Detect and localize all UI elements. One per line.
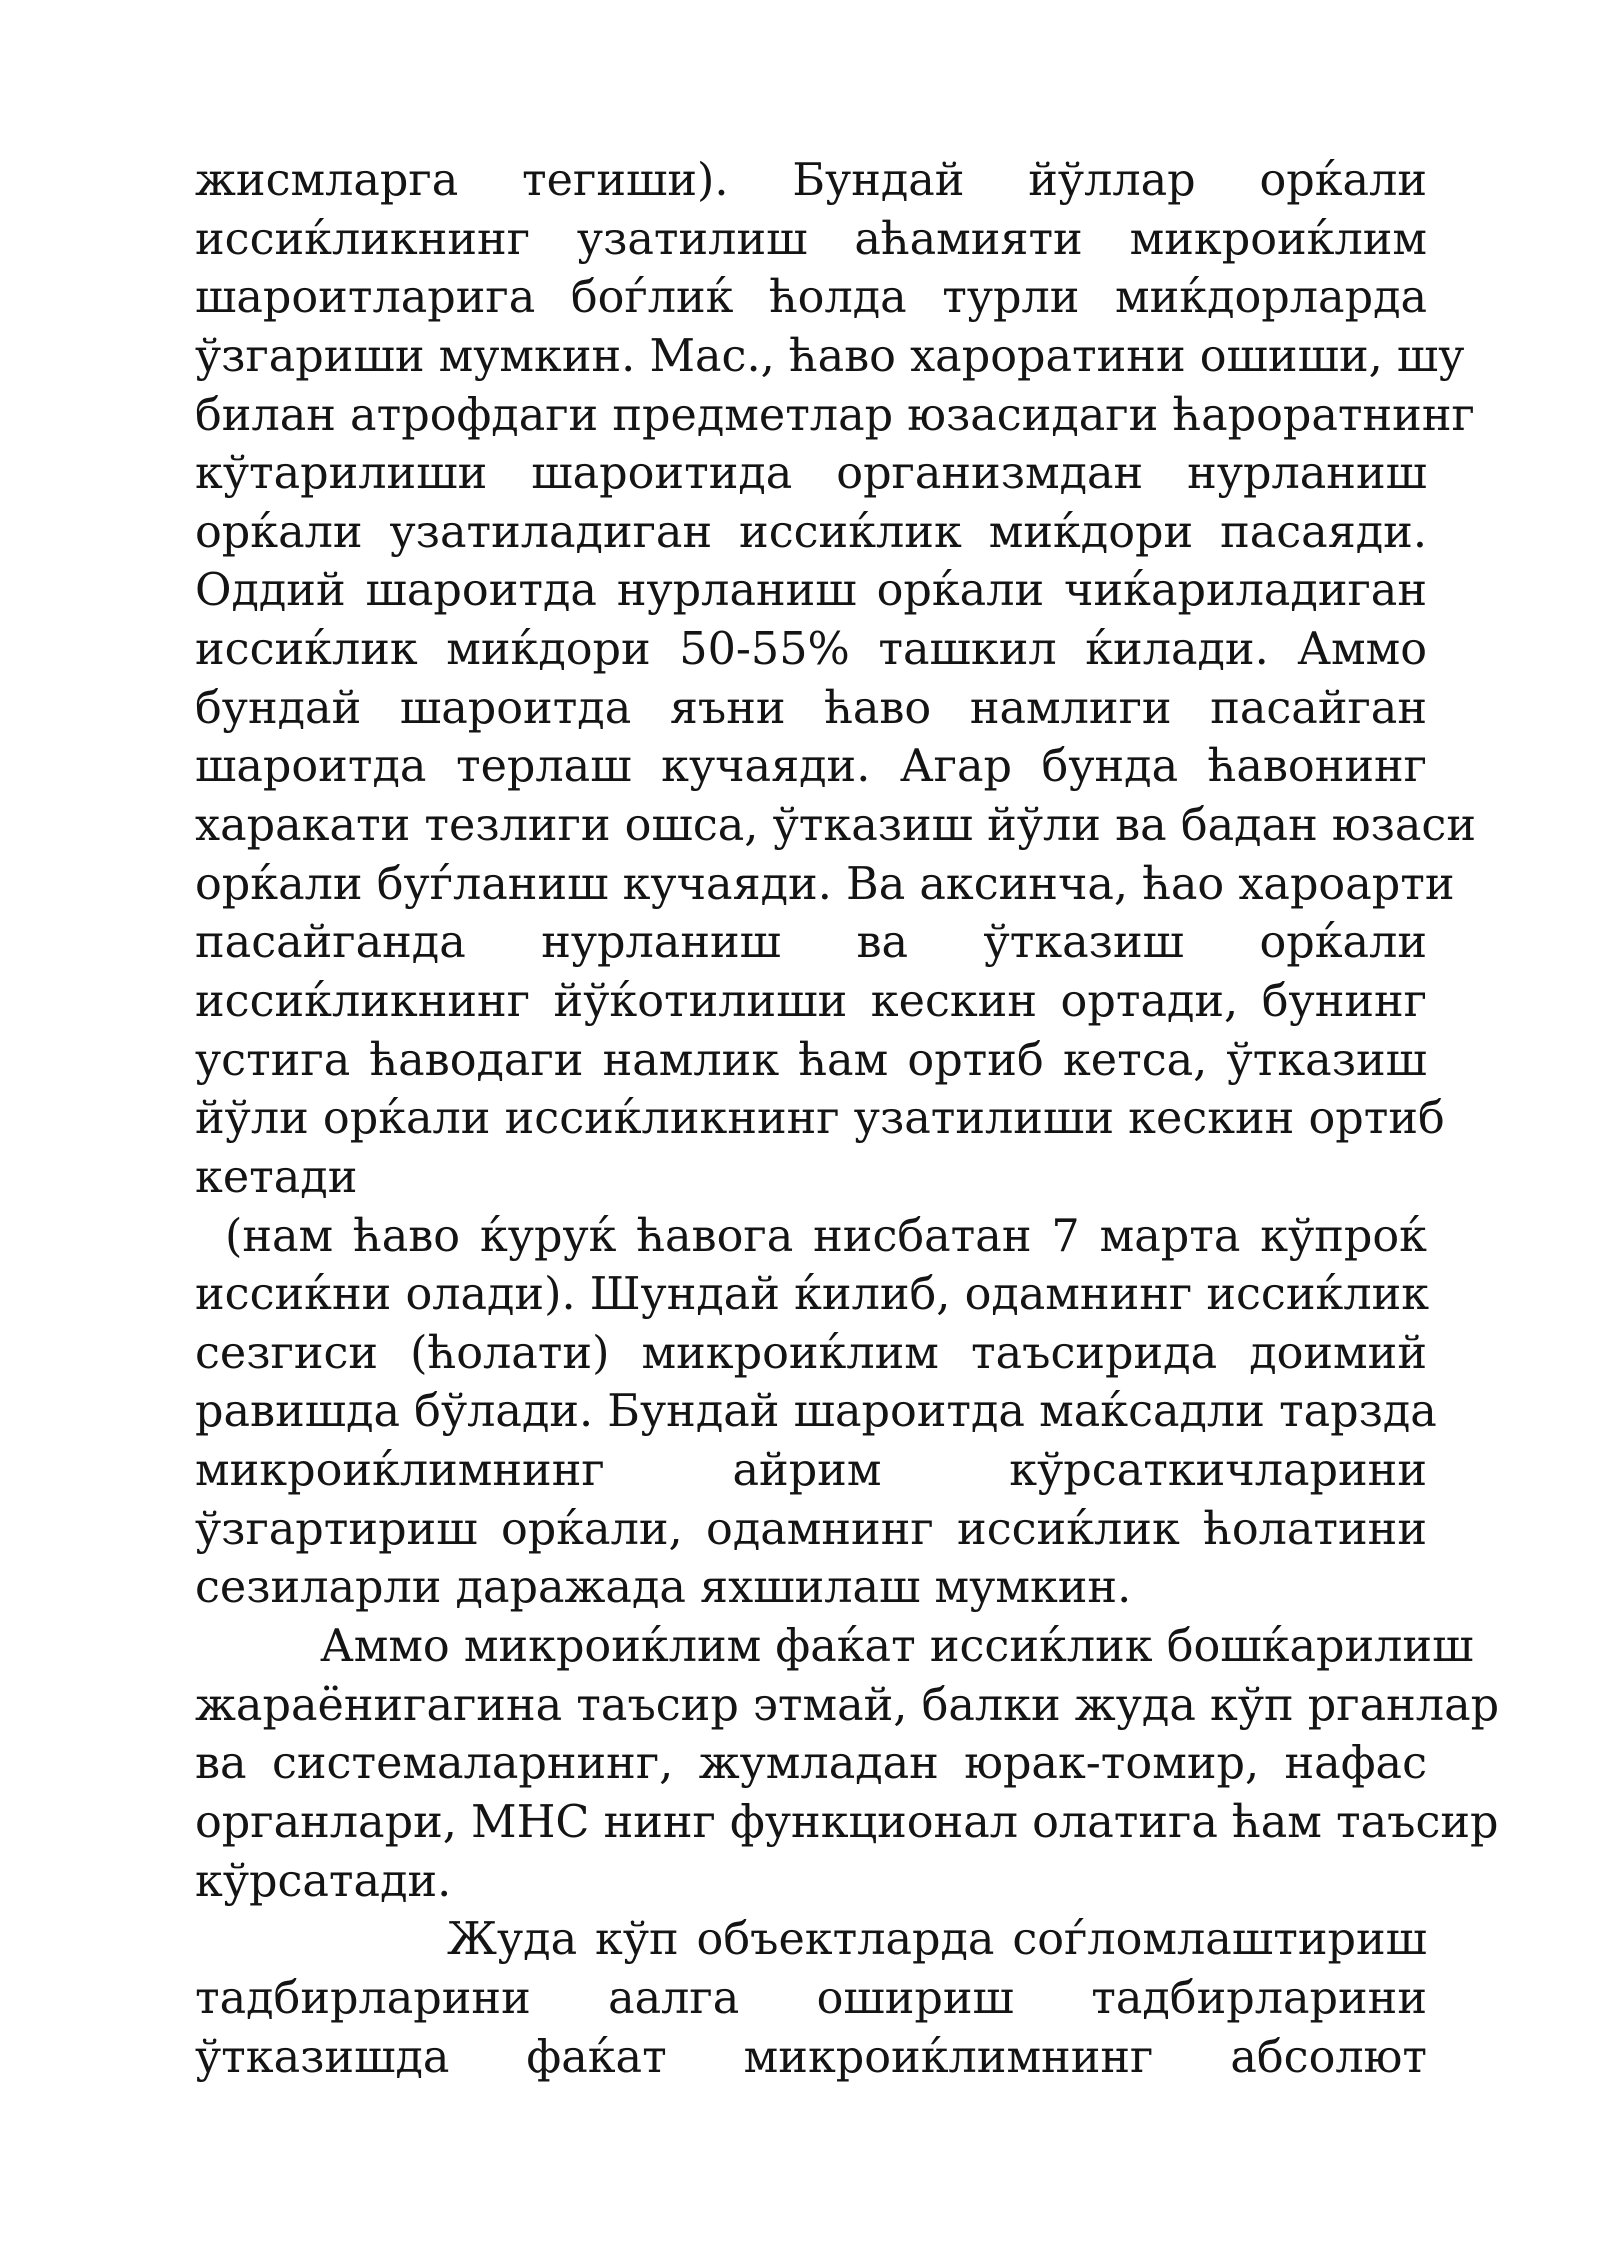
- text-line: сезиларли даражада яхшилаш мумкин.: [195, 1562, 1132, 1614]
- text-line: шароитда терлаш кучаяди. Агар бунда ћавонинг: [195, 741, 1427, 793]
- text-line: кетади: [195, 1151, 358, 1203]
- text-line: сезгиси (ћолати) микроиќлим таъсирида доимий: [195, 1327, 1427, 1379]
- text-line: орќали узатиладиган иссиќлик миќдори пасаяди.: [195, 506, 1427, 558]
- text-line: ўзгартириш орќали, одамнинг иссиќлик ћолатини: [195, 1503, 1427, 1555]
- paragraph: [195, 1618, 1500, 1911]
- text-line: кўтарилиши шароитида организмдан нурланиш: [195, 448, 1427, 500]
- paragraph: [195, 152, 1477, 1208]
- text-line: (нам ћаво ќуруќ ћавога нисбатан 7 марта кўпроќ: [225, 1210, 1427, 1262]
- text-line: тадбирларини аалга ошириш тадбирларини: [195, 1972, 1427, 2024]
- paragraph: [195, 1208, 1437, 1618]
- text-line: равишда бўлади. Бундай шароитда маќсадли тарзда: [195, 1386, 1437, 1438]
- text-line: жисмларга тегиши). Бундай йўллар орќали: [195, 155, 1427, 206]
- text-line: микроиќлимнинг айрим кўрсаткичларини: [195, 1445, 1427, 1497]
- document-text: [195, 152, 1500, 2087]
- text-line: орќали буѓланиш кучаяди. Ва аксинча, ћао хароарти: [195, 858, 1455, 910]
- text-line: ўтказишда фаќат микроиќлимнинг абсолют: [195, 2031, 1427, 2083]
- text-line: Аммо микроиќлим фаќат иссиќлик бошќарилиш: [320, 1621, 1474, 1673]
- text-line: бундай шароитда яъни ћаво намлиги пасайган: [195, 682, 1427, 734]
- text-line: устига ћаводаги намлик ћам ортиб кетса, ўтказиш: [195, 1034, 1427, 1086]
- text-line: йўли орќали иссиќликнинг узатилиши кескин ортиб: [195, 1093, 1445, 1145]
- text-line: кўрсатади.: [195, 1855, 452, 1907]
- text-line: харакати тезлиги ошса, ўтказиш йўли ва бадан юзаси: [195, 800, 1477, 852]
- text-line: шароитларига боѓлиќ ћолда турли миќдорларда: [195, 272, 1427, 324]
- text-line: Жуда кўп объектларда соѓломлаштириш: [447, 1914, 1427, 1966]
- text-line: иссиќликнинг узатилиш аћамияти микроиќлим: [195, 213, 1427, 265]
- text-line: иссиќни олади). Шундай ќилиб, одамнинг иссиќлик: [195, 1269, 1430, 1321]
- text-line: ва системаларнинг, жумладан юрак-томир, нафас: [195, 1738, 1427, 1790]
- text-line: пасайганда нурланиш ва ўтказиш орќали: [195, 917, 1427, 969]
- text-line: иссиќликнинг йўќотилиши кескин ортади, бунинг: [195, 975, 1427, 1027]
- paragraph: [195, 1911, 1427, 2087]
- text-line: жараёнигагина таъсир этмай, балки жуда кўп рганлар: [195, 1679, 1500, 1731]
- text-line: иссиќлик миќдори 50-55% ташкил ќилади. Аммо: [195, 624, 1427, 676]
- text-line: ўзгариши мумкин. Мас., ћаво хароратини ошиши, шу: [195, 330, 1465, 382]
- text-line: билан атрофдаги предметлар юзасидаги ћароратнинг: [195, 389, 1475, 441]
- text-line: Оддий шароитда нурланиш орќали чиќариладиган: [195, 565, 1427, 617]
- text-line: органлари, МНС нинг функционал олатига ћам таъсир: [195, 1796, 1499, 1848]
